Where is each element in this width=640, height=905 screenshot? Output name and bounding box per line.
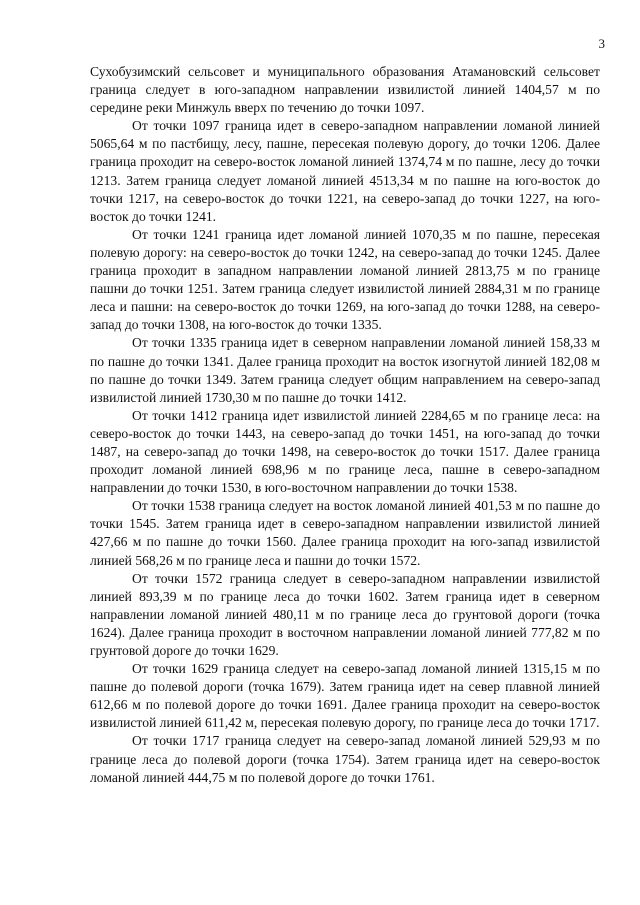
paragraph: От точки 1412 граница идет извилистой линией 2284,65 м по границе леса: на северо-восток до точки 1443, на северо-запад до точки 1451, на юго-запад до точки 1487, на северо-запад до точки 1498, на северо-восток до точки 1517. Далее граница проходит ломаной линией 698,96 м по границе леса, пашне в северо-западном направлении до точки 1530, в юго-восточном направлении до точки 1538. <box>90 407 600 496</box>
paragraph: От точки 1538 граница следует на восток ломаной линией 401,53 м по пашне до точки 1545. Затем граница идет в северо-западном направлении извилистой линией 427,66 м по пашне до точки 1560. Далее граница проходит на юго-запад извилистой линией 568,26 м по границе леса и пашни до точки 1572. <box>90 498 600 568</box>
paragraph: От точки 1335 граница идет в северном направлении ломаной линией 158,33 м по пашне до точки 1341. Далее граница проходит на восток изогнутой линией 182,08 м по пашне до точки 1349. Затем граница следует общим направлением на северо-запад извилистой линией 1730,30 м по пашне до точки 1412. <box>90 335 600 405</box>
document-body <box>90 63 600 787</box>
page-number: 3 <box>598 36 605 51</box>
paragraph: От точки 1629 граница следует на северо-запад ломаной линией 1315,15 м по пашне до полевой дороги (точка 1679). Затем граница идет на север плавной линией 612,66 м по полевой дороге до точки 1691. Далее граница проходит на северо-восток извилистой линией 611,42 м, пересекая полевую дорогу, по границе леса до точки 1717. <box>90 661 600 731</box>
paragraph: От точки 1572 граница следует в северо-западном направлении извилистой линией 893,39 м по границе леса до точки 1602. Затем граница идет в северном направлении ломаной линией 480,11 м по границе леса до грунтовой дороги (точка 1624). Далее граница проходит в восточном направлении ломаной линией 777,82 м по грунтовой дороге до точки 1629. <box>90 570 600 658</box>
paragraph: От точки 1097 граница идет в северо-западном направлении ломаной линией 5065,64 м по пастбищу, лесу, пашне, пересекая полевую дорогу, до точки 1206. Далее граница проходит на северо-восток ломаной линией 1374,74 м по пашне, лесу до точки 1213. Затем граница следует ломаной линией 4513,34 м по пашне на юго-восток до точки 1217, на северо-восток до точки 1221, на северо-запад до точки 1227, на юго-восток до точки 1241. <box>90 118 600 224</box>
paragraph: От точки 1717 граница следует на северо-запад ломаной линией 529,93 м по границе леса до полевой дороги (точка 1754). Затем граница идет на северо-восток ломаной линией 444,75 м по полевой дороге до точки 1761. <box>90 733 600 785</box>
paragraph: Сухобузимский сельсовет и муниципального образования Атамановский сельсовет граница следует в юго-западном направлении извилистой линией 1404,57 м по середине реки Минжуль вверх по течению до точки 1097. <box>90 64 600 116</box>
paragraph: От точки 1241 граница идет ломаной линией 1070,35 м по пашне, пересекая полевую дорогу: на северо-восток до точки 1242, на северо-запад до точки 1245. Далее граница проходит в западном направлении ломаной линией 2813,75 м по границе пашни до точки 1251. Затем граница следует извилистой линией 2884,31 м по границе леса и пашни: на северо-восток до точки 1269, на юго-запад до точки 1288, на северо-запад до точки 1308, на юго-восток до точки 1335. <box>90 226 600 333</box>
